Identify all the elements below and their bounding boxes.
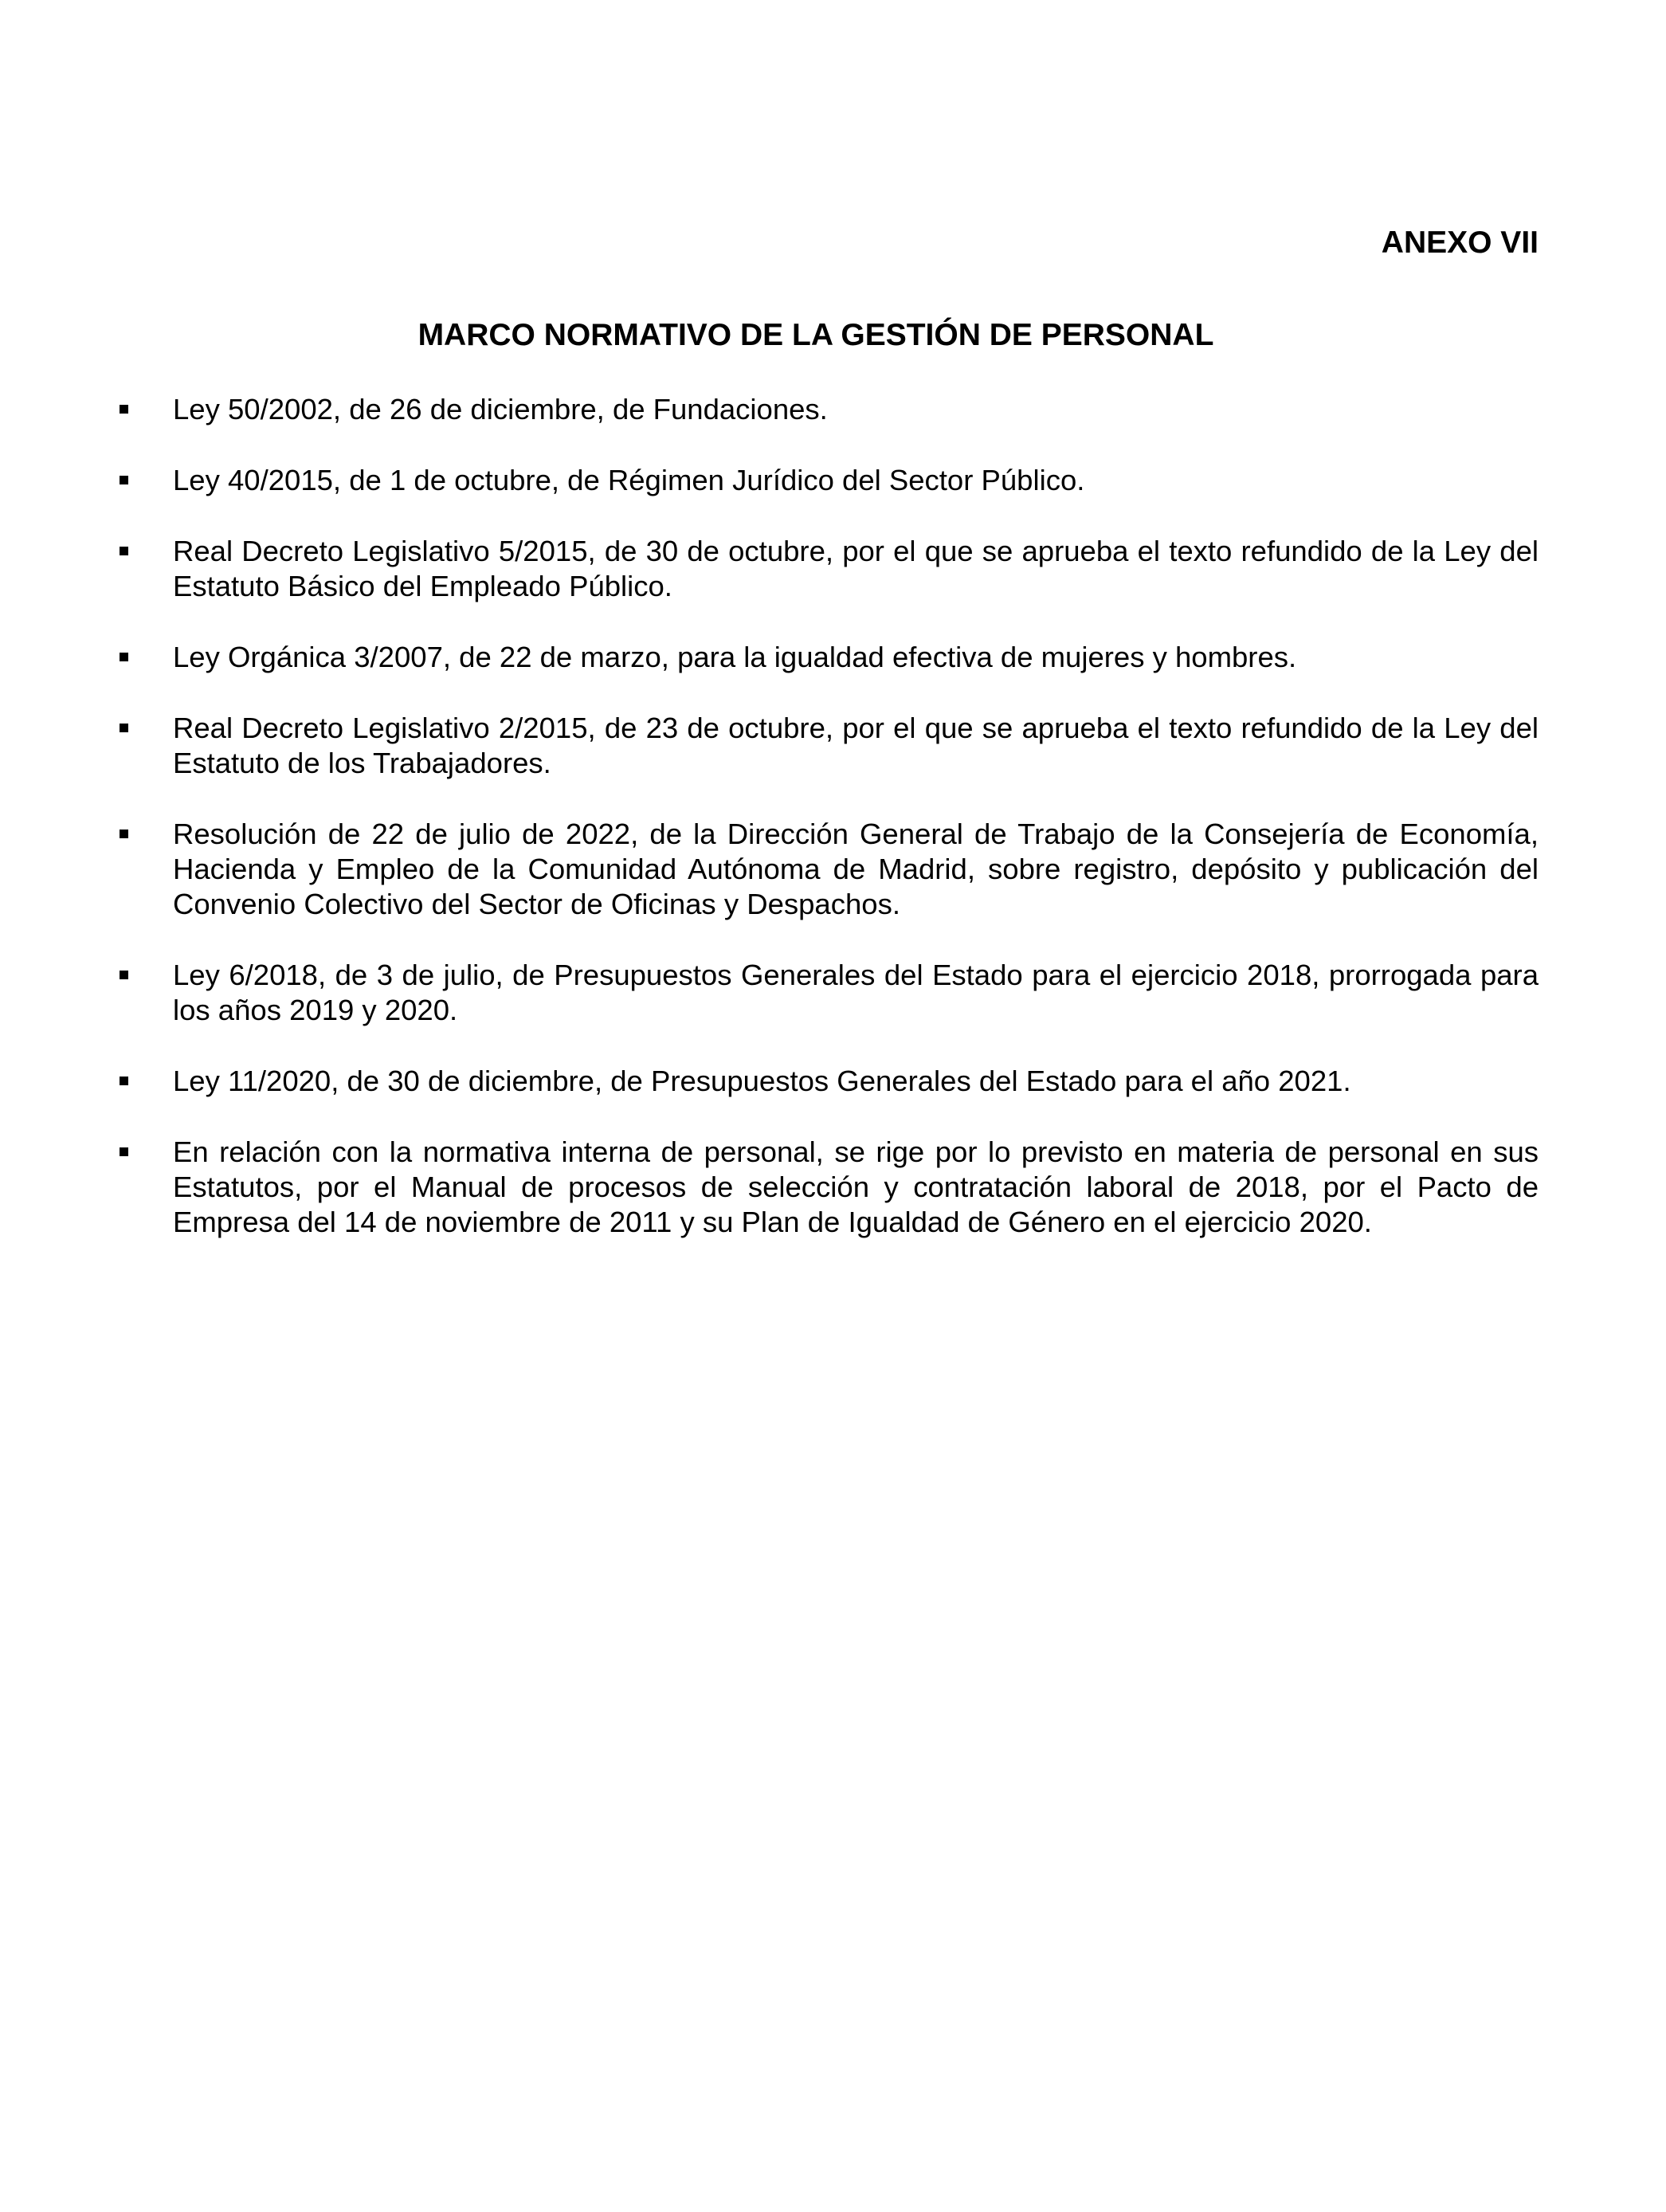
square-bullet-icon	[120, 653, 128, 661]
square-bullet-icon	[120, 971, 128, 979]
list-item-text: Ley 11/2020, de 30 de diciembre, de Presupuestos Generales del Estado para el año 2021.	[173, 1065, 1351, 1097]
square-bullet-icon	[120, 476, 128, 484]
list-item-text: Resolución de 22 de julio de 2022, de la Dirección General de Trabajo de la Consejería de Economía, Hacienda y Empleo de la Comunidad Autónoma de Madrid, sobre registro, depósito y publicación del Convenio Colectivo del Sector de Oficinas y Despachos.	[173, 818, 1539, 920]
list-item-text: Ley Orgánica 3/2007, de 22 de marzo, para la igualdad efectiva de mujeres y hombres.	[173, 641, 1297, 673]
list-item	[120, 640, 1539, 675]
square-bullet-icon	[120, 830, 128, 838]
square-bullet-icon	[120, 724, 128, 732]
list-item	[120, 711, 1539, 781]
list-item-text: Ley 50/2002, de 26 de diciembre, de Fundaciones.	[173, 393, 828, 426]
document-title: MARCO NORMATIVO DE LA GESTIÓN DE PERSONAL	[417, 318, 1214, 352]
list-item-text: Real Decreto Legislativo 5/2015, de 30 de octubre, por el que se aprueba el texto refundido de la Ley del Estatuto Básico del Empleado Público.	[173, 535, 1539, 602]
list-item	[120, 534, 1539, 604]
list-item-text: Ley 6/2018, de 3 de julio, de Presupuestos Generales del Estado para el ejercicio 2018, prorrogada para los años 2019 y 2020.	[173, 959, 1539, 1026]
square-bullet-icon	[120, 547, 128, 555]
list-item-text: En relación con la normativa interna de personal, se rige por lo previsto en materia de personal en sus Estatutos, por el Manual de procesos de selección y contratación laboral de 2018, por el Pacto de Empresa del 14 de noviembre de 2011 y su Plan de Igualdad de Género en el ejercicio 2020.	[173, 1135, 1539, 1238]
square-bullet-icon	[120, 1077, 128, 1085]
list-item	[120, 463, 1539, 498]
list-item-text: Ley 40/2015, de 1 de octubre, de Régimen Jurídico del Sector Público.	[173, 464, 1085, 496]
list-item	[120, 817, 1539, 922]
regulation-list	[120, 392, 1539, 1276]
list-item	[120, 392, 1539, 427]
list-item	[120, 1064, 1539, 1099]
list-item	[120, 958, 1539, 1028]
list-item	[120, 1135, 1539, 1240]
annex-label: ANEXO VII	[1381, 226, 1539, 260]
square-bullet-icon	[120, 405, 128, 414]
list-item-text: Real Decreto Legislativo 2/2015, de 23 de octubre, por el que se aprueba el texto refundido de la Ley del Estatuto de los Trabajadores.	[173, 712, 1539, 779]
square-bullet-icon	[120, 1147, 128, 1156]
